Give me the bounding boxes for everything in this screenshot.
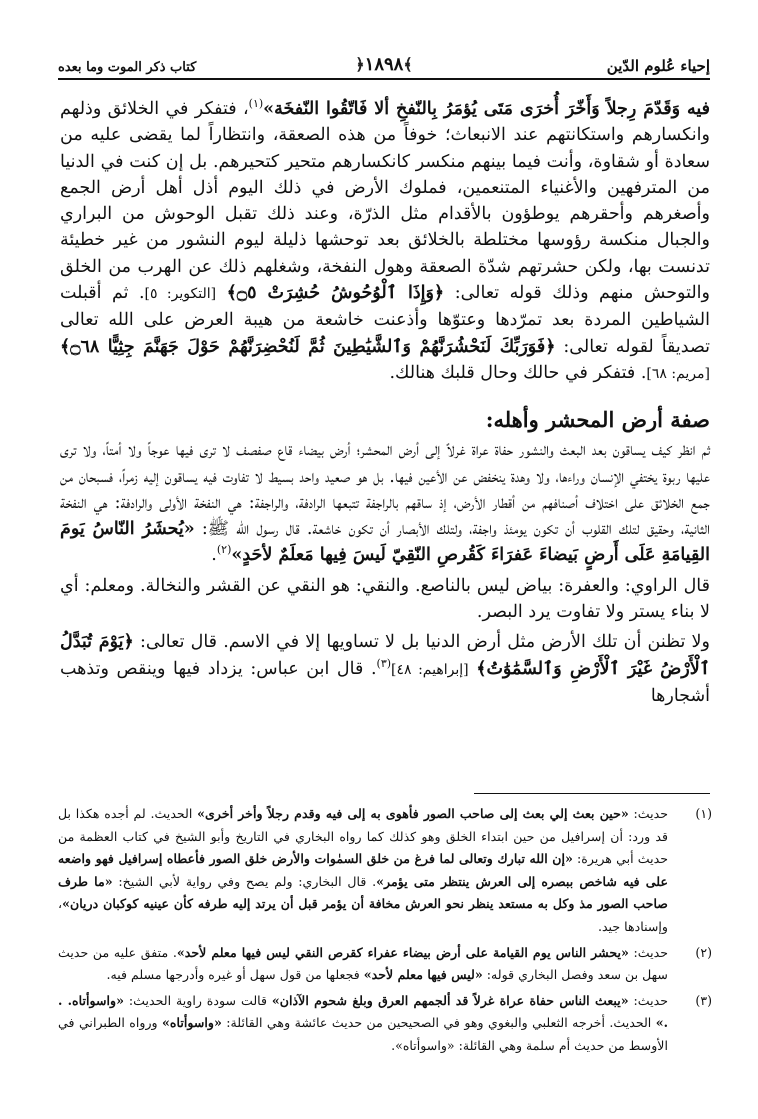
footnote-3 xyxy=(58,990,712,1058)
citation-ibrahim: [إبراهيم: ٤٨] xyxy=(391,661,469,678)
footnote-3-post: ورواه الطبراني في الأوسط من حديث أم سلمة وهي القائلة: «واسوأتاه». xyxy=(58,1015,668,1053)
footnote-2-pre: حديث: xyxy=(628,944,668,960)
footnote-1-bold-a: «حين بعث إلي بعث إلى صاحب الصور فأهوى به إلى فيه وقدم رجلاً وأخر أخرى» xyxy=(197,806,629,821)
footnote-1-bold-b: «إن الله تبارك وتعالى لما فرغ من خلق السمٰوات والأرض خلق الصور فأعطاه إسرافيل فهو واضعه على فيه شاخص ببصره إلى العرش ينتظر متى يؤمر» xyxy=(58,851,668,889)
main-text xyxy=(60,96,710,709)
paragraph-2-text-b: . xyxy=(211,545,217,566)
paragraph-4-text-b: . قال ابن عباس: يزداد فيها وينقص وتذهب أشجارها xyxy=(60,658,710,706)
hadith-quote-2: «يُحشَرُ النّاسُ يَومَ القِيامَةِ عَلَى أَرضٍ بَيضاءَ عَفرَاءَ كَقُرصِ النّقِيّ لَيسَ فِيها مَعلَمٌ لأحَدٍ» xyxy=(60,519,710,566)
footnote-1-bold-c: «ما طرف صاحب الصور مذ وكل به مستعد ينظر نحو العرش مخافة أن يؤمر قبل أن يرتد إليه طرفه كأن عينيه كوكبان دريان» xyxy=(58,873,668,912)
paragraph-2 xyxy=(60,437,710,568)
footnote-number: (١) xyxy=(695,806,712,821)
quran-verse-maryam: ﴿فَوَرَبِّكَ لَنَحْشُرَنَّهُمْ وَٱلشَّيَٰطِينَ ثُمَّ لَنُحْضِرَنَّهُمْ حَوْلَ جَهَنَّمَ جِثِيًّا ۝٦٨﴾ xyxy=(60,336,556,357)
footnote-1-mid-a: الحديث. لم أجده هكذا بل قد ورد: أن إسرافيل من حين ابتداء الخلق وهو كذلك كما رواه البخاري في التاريخ وأبو الشيخ في كتاب العظمة من حديث أبي هريرة: xyxy=(58,806,668,867)
footnote-3-pre: حديث: xyxy=(628,992,669,1008)
page-number-value: ١٨٩٨ xyxy=(364,54,404,75)
footnote-number: (٣) xyxy=(695,992,712,1008)
section-heading: صفة أرض المحشر وأهله: xyxy=(485,407,710,433)
paragraph-3-text: قال الراوي: والعفرة: بياض ليس بالناصع. والنقي: هو النقي عن القشر والنخالة. ومعلم: أي لا بناء يستر ولا تفاوت يرد البصر. xyxy=(60,575,710,623)
footnote-1-mid-b: . قال البخاري: ولم يصح وفي رواية لأبي الشيخ: xyxy=(112,873,377,889)
paragraph-1-text-c: . فتفكر في حالك وحال قلبك هنالك. xyxy=(389,362,647,383)
footnote-2-bold-b: «ليس فيها معلم لأحد» xyxy=(363,967,483,983)
footnote-3-mid-b: الحديث. أخرجه الثعلبي والبغوي وهو في الصحيحين من حديث عائشة وهي القائلة: xyxy=(221,1015,656,1031)
page-number-brace-open: ﴾ xyxy=(403,55,413,74)
footnotes xyxy=(58,803,712,1061)
footnote-divider xyxy=(474,793,710,794)
footnote-ref-2: (٢) xyxy=(216,543,232,557)
footnote-2-post: فجعلها من قول سهل أو غيره وأدرجها مسلم فيه. xyxy=(106,967,364,983)
footnote-text xyxy=(58,803,668,939)
footnote-ref-1: (١) xyxy=(248,97,264,111)
footnote-3-mid-a: قالت سودة راوية الحديث: xyxy=(124,992,272,1008)
footnote-1-post: ، وإسنادها جيد. xyxy=(58,896,668,934)
paragraph-1 xyxy=(60,96,710,387)
chapter-title: كتاب ذكر الموت وما بعده xyxy=(58,60,197,75)
footnote-2 xyxy=(58,942,712,987)
paragraph-2-text-a: ثم انظر كيف يساقون بعد البعث والنشور حفاة عراة غرلاً إلى أرض المحشر؛ أرض بيضاء قاع صفصف لا ترى فيها عوجاً ولا أمتاً، ولا ترى عليها ربوة يختفي الإنسان وراءها، ولا وهدة ينخفض عن الأعين فيها. بل هو صعيد واحد بسيط لا تفاوت فيه يساقون إليه زمراً، فسبحان من جمع الخلائق على اختلاف أصنافهم من أقطار الأرض، إذ ساقهم بالراجفة تتبعها الرادفة، والراجفة: هي النفخة الأولى والرادفة: هي النفخة الثانية، وحقيق لتلك القلوب أن تكون يومئذ واجفة، ولتلك الأبصار أن تكون خاشعة. قال رسول الله ﷺ: xyxy=(60,440,710,540)
citation-maryam: [مريم: ٦٨] xyxy=(646,365,710,382)
citation-takwir: [التكوير: ٥] xyxy=(144,286,217,303)
paragraph-4-text-a: ولا تظنن أن تلك الأرض مثل أرض الدنيا بل لا تساويها إلا في الاسم. قال تعالى: xyxy=(139,632,710,653)
footnote-number: (٢) xyxy=(695,944,712,960)
page-header xyxy=(58,52,710,80)
page-number-brace-close: ﴿ xyxy=(355,55,365,74)
paragraph-4 xyxy=(60,629,710,709)
page-number xyxy=(355,54,412,75)
quran-verse-takwir: ﴿وَإِذَا ٱلْوُحُوشُ حُشِرَتْ ۝٥﴾ xyxy=(226,283,445,304)
footnote-text xyxy=(58,942,668,987)
footnote-2-bold-a: «يحشر الناس يوم القيامة على أرض بيضاء عفراء كقرص النقي ليس فيها معلم لأحد» xyxy=(176,944,629,960)
paragraph-3 xyxy=(60,573,710,626)
footnote-3-bold-c: «واسوأتاه» xyxy=(162,1015,222,1031)
hadith-quote: فيه وَقَدّمَ رِجلاً وَأَخّرَ أُخرَى مَتَى يُؤمَرُ بِالنّفخِ ألا فَاتّقُوا النّفخَة» xyxy=(263,99,710,119)
book-title: إحياء عُلوم الدّين xyxy=(606,57,710,75)
footnote-3-bold-a: «يبعث الناس حفاة عراة غرلاً قد ألجمهم العرق وبلغ شحوم الآذان» xyxy=(271,992,629,1008)
footnote-3-bold-b: «واسوأتاه. . .» xyxy=(58,992,668,1031)
footnote-1-pre: حديث: xyxy=(628,806,668,821)
footnote-text xyxy=(58,990,668,1058)
paragraph-1-text-a: ، فتفكر في الخلائق وذلهم وانكسارهم واستكانتهم عند الانبعاث؛ خوفاً من هذه الصعقة، وانتظاراً لما يقضى عليه من سعادة أو شقاوة، وأنت فيما بينهم منكسر كانكسارهم متحير كتحيرهم. بل إن كنت في الدنيا من المترفهين والأغنياء المتنعمين، فملوك الأرض في ذلك اليوم أذل أهل أرض الجمع وأصغرهم وأحقرهم يوطؤون بالأقدام مثل الذرّة، وعند ذلك تقبل الوحوش من البراري والجبال منكسة رؤوسها مختلطة بالخلائق بعد توحشها ذليلة ليوم النشور من غير خطيئة تدنست بها، ولكن حشرتهم شدّة الصعقة وهول النفخة، وشغلهم ذلك عن الهرب من الخلق والتوحش منهم وذلك قوله تعالى: xyxy=(60,99,710,304)
footnote-1 xyxy=(58,803,712,939)
paragraph-1-text-b: . ثم أقبلت الشياطين المردة بعد تمرّدها وعتوّها وأذعنت خاشعة من هيبة العرض على الله تعالى تصديقاً لقوله تعالى: xyxy=(60,283,710,357)
footnote-ref-3: (٣) xyxy=(376,656,392,670)
quran-verse-ibrahim: ﴿يَوْمَ تُبَدَّلُ ٱلْأَرْضُ غَيْرَ ٱلْأَرْضِ وَٱلسَّمَٰوَٰتُ﴾ xyxy=(60,632,710,679)
footnote-2-mid-a: . متفق عليه من حديث سهل بن سعد وفصل البخاري قوله: xyxy=(58,944,668,983)
